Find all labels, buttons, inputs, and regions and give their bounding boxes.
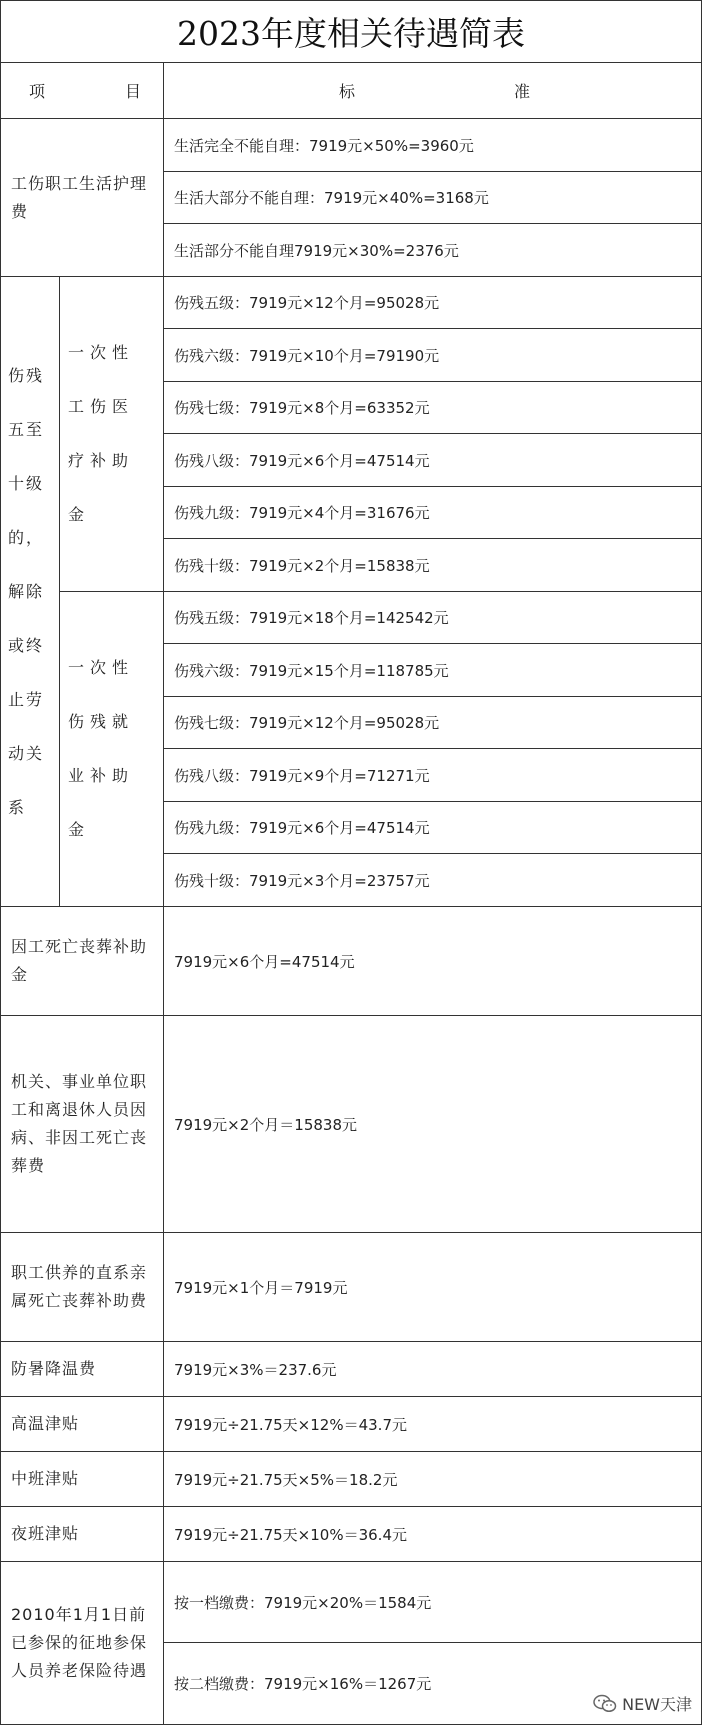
row-label-cell [0, 1396, 164, 1452]
employment-row-text: 伤残七级：7919元×12个月=95028元 [174, 714, 440, 732]
watermark-text: NEW天津 [622, 1695, 692, 1714]
medical-row-text: 伤残七级：7919元×8个月=63352元 [174, 399, 430, 417]
employment-row [163, 643, 702, 697]
nursing-row-text: 生活部分不能自理7919元×30%=2376元 [174, 241, 459, 260]
row-label: 高温津贴 [11, 1414, 80, 1433]
nursing-row [163, 118, 702, 172]
disability-label: 伤残五至十级的，解除或终止劳动关系 [8, 365, 45, 817]
header-item-left: 项 [29, 82, 46, 101]
wechat-icon [593, 1694, 617, 1714]
nursing-row [163, 223, 702, 277]
medical-row [163, 381, 702, 434]
nursing-row-text: 生活大部分不能自理：7919元×40%=3168元 [174, 189, 489, 207]
medical-label-cell [59, 276, 164, 592]
row-label-cell [0, 1341, 164, 1397]
medical-label: 一次性工伤医疗补助金 [68, 343, 135, 524]
employment-row-text: 伤残九级：7919元×6个月=47514元 [174, 819, 430, 837]
employment-row [163, 696, 702, 749]
employment-row-text: 伤残五级：7919元×18个月=142542元 [174, 609, 449, 627]
row-value-cell [163, 1015, 702, 1233]
pension-row-text: 按二档缴费：7919元×16%＝1267元 [174, 1675, 432, 1693]
pension-row-text: 按一档缴费：7919元×20%＝1584元 [174, 1593, 432, 1612]
row-value-cell [163, 906, 702, 1016]
medical-row-text: 伤残九级：7919元×4个月=31676元 [174, 504, 430, 522]
row-label-cell [0, 1451, 164, 1507]
employment-row [163, 853, 702, 907]
header-standard-right: 准 [514, 82, 531, 101]
header-item-right: 目 [125, 82, 142, 101]
medical-row [163, 433, 702, 487]
header-item-cell [0, 62, 164, 119]
medical-row [163, 276, 702, 329]
nursing-row-text: 生活完全不能自理：7919元×50%=3960元 [174, 136, 474, 155]
row-value-cell [163, 1506, 702, 1562]
row-value: 7919元÷21.75天×10%＝36.4元 [174, 1525, 407, 1544]
row-value-cell [163, 1232, 702, 1342]
row-value: 7919元×2个月＝15838元 [174, 1115, 358, 1134]
row-label-cell [0, 1015, 164, 1233]
row-label: 机关、事业单位职工和离退休人员因病、非因工死亡丧葬费 [11, 1072, 148, 1175]
employment-label: 一次性伤残就业补助金 [68, 658, 135, 839]
row-value: 7919元÷21.75天×12%＝43.7元 [174, 1415, 407, 1434]
watermark [593, 1692, 692, 1715]
employment-row [163, 801, 702, 854]
row-label: 职工供养的直系亲属死亡丧葬补助费 [11, 1263, 148, 1310]
page-title: 2023年度相关待遇简表 [0, 0, 702, 63]
employment-row-text: 伤残六级：7919元×15个月=118785元 [174, 661, 449, 680]
nursing-label: 工伤职工生活护理费 [11, 173, 148, 221]
employment-label-cell [59, 591, 164, 907]
nursing-row [163, 171, 702, 224]
row-label: 因工死亡丧葬补助金 [11, 937, 148, 984]
medical-row [163, 328, 702, 382]
row-label: 防暑降温费 [11, 1359, 97, 1378]
medical-row-text: 伤残十级：7919元×2个月=15838元 [174, 556, 430, 575]
medical-row-text: 伤残六级：7919元×10个月=79190元 [174, 346, 440, 365]
row-value: 7919元×3%＝237.6元 [174, 1360, 337, 1379]
row-label: 中班津贴 [11, 1469, 80, 1488]
row-value-cell [163, 1341, 702, 1397]
row-value: 7919元×1个月＝7919元 [174, 1278, 348, 1297]
employment-row-text: 伤残十级：7919元×3个月=23757元 [174, 871, 430, 890]
employment-row [163, 591, 702, 644]
employment-row [163, 748, 702, 802]
medical-row [163, 538, 702, 592]
row-label: 夜班津贴 [11, 1524, 80, 1543]
row-label-cell [0, 1232, 164, 1342]
medical-row [163, 486, 702, 539]
row-value-cell [163, 1396, 702, 1452]
row-value: 7919元×6个月=47514元 [174, 952, 355, 971]
pension-label: 2010年1月1日前已参保的征地参保人员养老保险待遇 [11, 1605, 148, 1680]
medical-row-text: 伤残八级：7919元×6个月=47514元 [174, 451, 430, 470]
header-standard-cell [163, 62, 702, 119]
header-standard-left: 标 [339, 82, 356, 101]
disability-label-cell [0, 276, 60, 907]
pension-row [163, 1561, 702, 1643]
row-value: 7919元÷21.75天×5%＝18.2元 [174, 1470, 398, 1489]
nursing-label-cell [0, 118, 164, 277]
medical-row-text: 伤残五级：7919元×12个月=95028元 [174, 294, 440, 312]
row-label-cell [0, 906, 164, 1016]
employment-row-text: 伤残八级：7919元×9个月=71271元 [174, 766, 430, 785]
row-value-cell [163, 1451, 702, 1507]
pension-label-cell [0, 1561, 164, 1725]
row-label-cell [0, 1506, 164, 1562]
